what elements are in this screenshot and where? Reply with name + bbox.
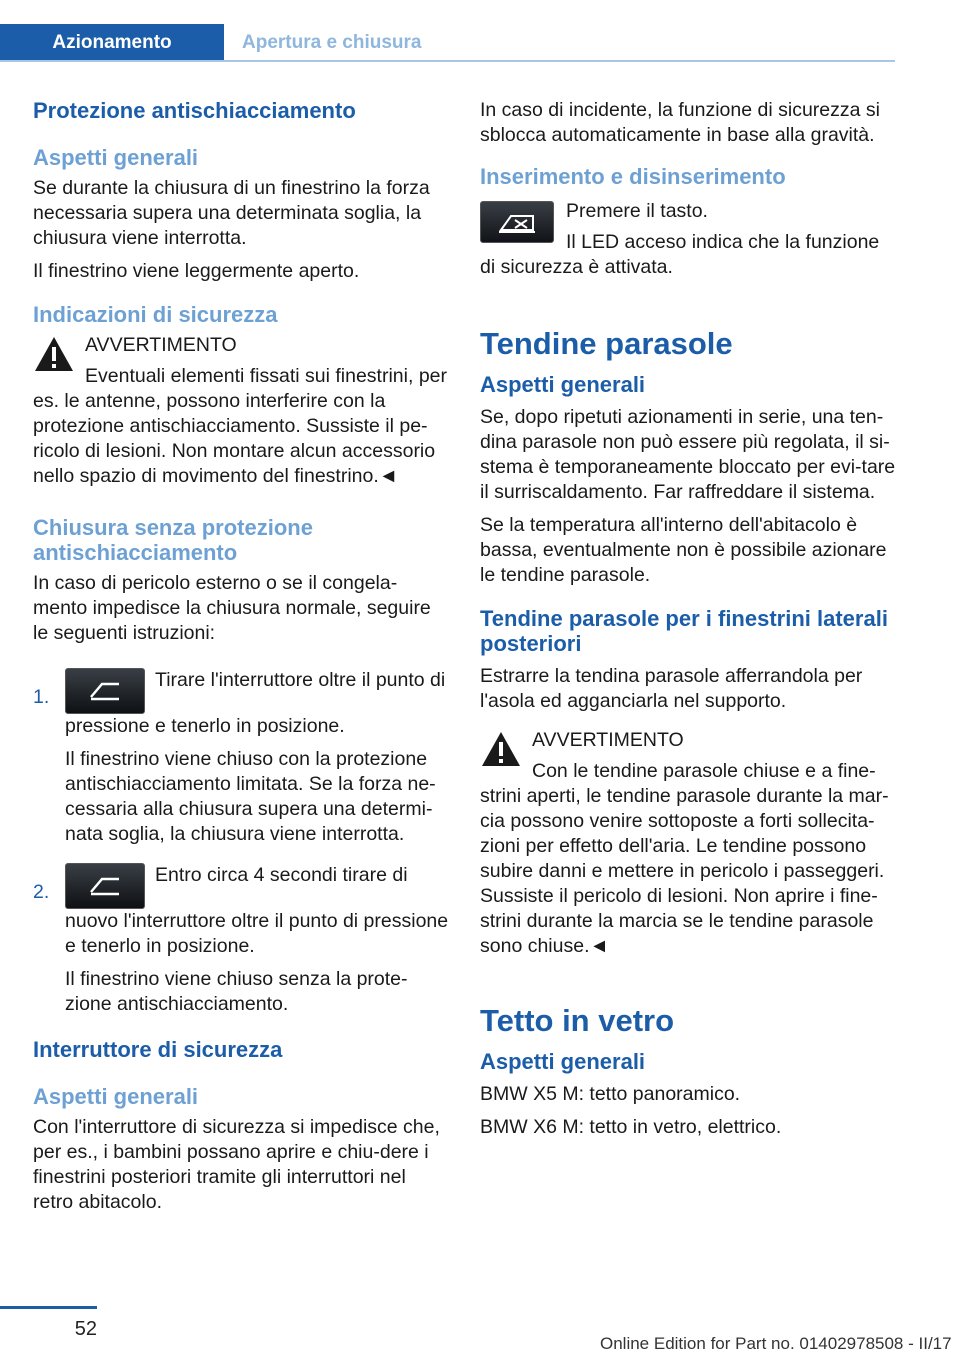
warning-block-2 [480, 728, 896, 967]
window-switch-image [65, 863, 145, 909]
heading-chiusura-senza: Chiusura senza protezione antischiacciamento [33, 515, 313, 565]
section-tab-apertura-chiusura[interactable]: Apertura e chiusura [242, 32, 422, 53]
page-header [0, 0, 960, 62]
heading-aspetti-generali-2: Aspetti generali [33, 1084, 199, 1109]
paragraph-aspetti: Se durante la chiusura di un finestrino la forza necessaria supera una determinata soglia, la chiusura viene interrotta. [33, 177, 430, 249]
step-2 [33, 863, 449, 1017]
heading-inserimento: Inserimento e disinserimento [480, 164, 786, 189]
safety-switch-block [480, 199, 896, 288]
page-number: 52 [74, 1318, 97, 1340]
left-column [33, 98, 449, 1223]
warning-triangle-icon [33, 335, 75, 373]
paragraph-laterali: Estrarre la tendina parasole afferrandola per l'asola ed agganciarla nel supporto. [480, 665, 863, 712]
paragraph-aperto: Il finestrino viene leggermente aperto. [33, 260, 360, 282]
warning-text: Con le tendine parasole chiuse e a fine-strini aperti, le tendine parasole durante la mar-cia possono venire sottoposte a forti sollecita-zioni per effetto dell'aria. Le tendine possono subire danni e mettere in pericolo i passeggeri. Sussiste il pericolo di lesioni. Non aprire i fine-strini durante la marcia se le tendine parasole sono chiuse.◄ [480, 760, 889, 957]
paragraph-chiusura: In caso di pericolo esterno o se il congela-mento impedisce la chiusura normale, seguire le seguenti istruzioni: [33, 572, 431, 644]
paragraph-interruttore: Con l'interruttore di sicurezza si impedisce che, per es., i bambini possano aprire e chiu-dere i finestrini posteriori tramite gli interruttori nel retro abitacolo. [33, 1116, 440, 1213]
step-text: Tirare l'interruttore oltre il punto di pressione e tenerlo in posizione. [65, 669, 446, 737]
footer-rule [0, 1306, 97, 1309]
paragraph-tendine-1: Se, dopo ripetuti azionamenti in serie, una ten-dina parasole non può essere più regolata, il si-stema è temporaneamente bloccato per evi-tare il surriscaldamento. Far raffreddare il sistema. [480, 406, 896, 503]
footer-edition: Online Edition for Part no. 01402978508 - II/17 [600, 1334, 952, 1353]
window-switch-icon [88, 681, 122, 701]
heading-aspetti-generali: Aspetti generali [33, 145, 199, 170]
heading-tetto-vetro: Tetto in vetro [480, 1003, 675, 1038]
step-detail: Il finestrino viene chiuso senza la prote-zione antischiacciamento. [65, 968, 408, 1015]
heading-protezione: Protezione antischiacciamento [33, 98, 356, 123]
step-text: Entro circa 4 secondi tirare di nuovo l'interruttore oltre il punto di pressione e tenerlo in posizione. [65, 864, 449, 957]
paragraph-led: Il LED acceso indica che la funzione di sicurezza è attivata. [480, 231, 880, 278]
heading-tendine-laterali: Tendine parasole per i finestrini laterali posteriori [480, 606, 888, 656]
heading-aspetti-tetto: Aspetti generali [480, 1049, 646, 1074]
window-switch-image [65, 668, 145, 714]
header-rule [0, 60, 895, 62]
warning-triangle-icon [480, 730, 522, 768]
heading-tendine-parasole: Tendine parasole [480, 326, 733, 361]
paragraph-incidente: In caso di incidente, la funzione di sicurezza si sblocca automaticamente in base alla gravità. [480, 99, 880, 146]
warning-title: AVVERTIMENTO [532, 729, 684, 751]
step-1 [33, 668, 449, 847]
window-lock-icon [495, 210, 539, 234]
right-column [480, 98, 896, 1148]
step-number: 1. [33, 686, 50, 708]
window-switch-icon [88, 876, 122, 896]
heading-aspetti-tendine: Aspetti generali [480, 372, 646, 397]
warning-text: Eventuali elementi fissati sui finestrini, per es. le antenne, possono interferire con la protezione antischiacciamento. Sussiste il pe-ricolo di lesioni. Non montare alcun accessorio nello spazio di movimento del finestrino.◄ [33, 365, 447, 487]
section-tab-azionamento[interactable]: Azionamento [0, 24, 224, 62]
paragraph-premere: Premere il tasto. [566, 200, 708, 222]
heading-indicazioni: Indicazioni di sicurezza [33, 302, 278, 327]
paragraph-x5: BMW X5 M: tetto panoramico. [480, 1083, 741, 1105]
paragraph-x6: BMW X6 M: tetto in vetro, elettrico. [480, 1116, 782, 1138]
paragraph-tendine-2: Se la temperatura all'interno dell'abitacolo è bassa, eventualmente non è possibile azionare le tendine parasole. [480, 514, 887, 586]
warning-title: AVVERTIMENTO [85, 334, 237, 356]
step-detail: Il finestrino viene chiuso con la protezione antischiacciamento limitata. Se la forza ne-cessaria alla chiusura supera una determi-nata soglia, la chiusura viene interrotta. [65, 748, 436, 845]
warning-block [33, 333, 449, 497]
safety-switch-image [480, 201, 554, 243]
step-number: 2. [33, 881, 50, 903]
heading-interruttore: Interruttore di sicurezza [33, 1037, 283, 1062]
